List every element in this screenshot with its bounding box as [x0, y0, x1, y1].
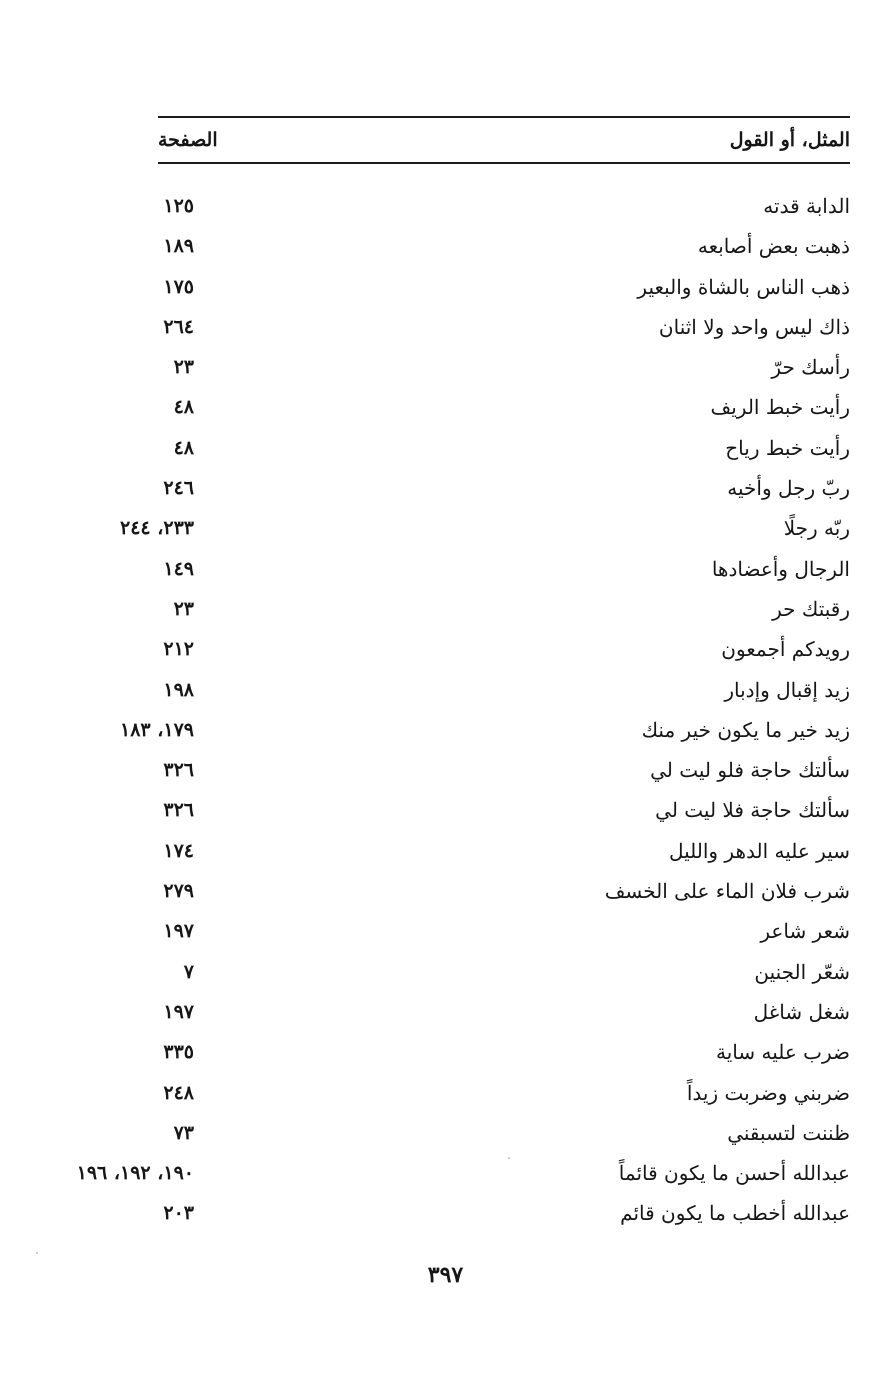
table-header — [158, 121, 850, 159]
header-bottom-rule — [158, 162, 850, 164]
entry-pages: ٤٨ — [173, 436, 194, 459]
table-row — [158, 670, 850, 710]
entry-pages: ٢٤٦ — [163, 477, 194, 500]
table-row — [158, 629, 850, 669]
entry-phrase: شرب فلان الماء على الخسف — [604, 879, 850, 904]
entry-pages: ٣٣٥ — [163, 1041, 194, 1064]
entry-phrase: الدابة قدته — [763, 194, 850, 218]
entry-phrase: رأيت خبط رياح — [725, 435, 850, 460]
phrase-column-header: المثل، أو القول — [729, 129, 850, 151]
table-row — [120, 710, 850, 750]
table-row — [158, 790, 850, 830]
table-row — [158, 468, 850, 508]
table-row — [158, 226, 850, 266]
entry-phrase: ذاك ليس واحد ولا اثنان — [658, 314, 850, 339]
entry-phrase: زيد خير ما يكون خير منك — [641, 717, 850, 742]
entry-pages: ٢٣ — [173, 356, 194, 379]
entry-phrase: شعر شاعر — [760, 919, 850, 944]
entry-pages: ٣٢٦ — [163, 799, 194, 822]
entry-pages: ٢٧٩ — [163, 880, 194, 903]
entry-pages: ١٧٥ — [163, 275, 194, 298]
table-row — [158, 952, 850, 992]
entry-phrase: ربّ رجل وأخيه — [727, 476, 850, 501]
table-row — [158, 1032, 850, 1072]
entry-pages: ٢٠٣ — [163, 1202, 194, 1225]
entry-pages: ١٨٩ — [163, 235, 194, 258]
entry-pages: ١٩٧ — [163, 1000, 194, 1023]
entry-pages: ٧ — [183, 960, 194, 983]
scan-speck — [36, 1252, 38, 1254]
table-row — [158, 831, 850, 871]
entry-phrase: ضرب عليه ساية — [715, 1040, 850, 1065]
entry-phrase: شغل شاغل — [753, 999, 850, 1024]
table-row — [158, 307, 850, 347]
header-top-rule — [158, 116, 850, 118]
table-row — [158, 750, 850, 790]
scan-speck — [508, 1157, 510, 1159]
entry-pages: ١٩٠، ١٩٢، ١٩٦ — [76, 1162, 194, 1185]
entry-phrase: رويدكم أجمعون — [721, 637, 850, 662]
entry-phrase: ضربني وضربت زيداً — [686, 1080, 850, 1105]
entry-pages: ٢١٢ — [163, 638, 194, 661]
entry-phrase: الرجال وأعضادها — [711, 556, 850, 581]
entry-phrase: رقبتك حر — [772, 596, 850, 621]
entry-pages: ١٢٥ — [163, 195, 194, 217]
entry-phrase: رأسك حرّ — [771, 355, 850, 380]
table-row — [158, 1113, 850, 1153]
entry-phrase: ربّه رجلًا — [783, 516, 850, 541]
entry-phrase: عبدالله أخطب ما يكون قائم — [620, 1201, 850, 1226]
entry-pages: ٣٢٦ — [163, 759, 194, 782]
entry-phrase: زيد إقبال وإدبار — [724, 677, 850, 702]
entry-phrase: سألتك حاجة فلو ليت لي — [650, 758, 850, 783]
entry-pages: ١٤٩ — [163, 557, 194, 580]
entry-pages: ١٩٨ — [163, 678, 194, 701]
entries-list — [76, 186, 850, 1234]
table-row — [76, 1153, 850, 1193]
entry-pages: ٢٣٣، ٢٤٤ — [120, 517, 194, 540]
entry-phrase: ظننت لتسبقني — [727, 1120, 850, 1145]
table-row — [158, 186, 850, 226]
table-row — [158, 1193, 850, 1233]
table-row — [120, 508, 850, 548]
page-number: ٣٩٧ — [427, 1262, 464, 1288]
entry-pages: ٢٣ — [173, 597, 194, 620]
table-row — [158, 387, 850, 427]
entry-phrase: رأيت خبط الريف — [710, 395, 850, 420]
table-row — [158, 347, 850, 387]
entry-phrase: شعّر الجنين — [754, 959, 850, 984]
table-row — [158, 267, 850, 307]
table-row — [158, 992, 850, 1032]
table-row — [158, 428, 850, 468]
entry-phrase: سير عليه الدهر والليل — [668, 838, 850, 863]
entry-phrase: ذهب الناس بالشاة والبعير — [637, 274, 850, 299]
table-row — [158, 589, 850, 629]
entry-phrase: سألتك حاجة فلا ليت لي — [655, 798, 850, 823]
entry-pages: ٧٣ — [173, 1121, 194, 1144]
entry-pages: ٢٤٨ — [163, 1081, 194, 1104]
entry-pages: ٤٨ — [173, 396, 194, 419]
entry-pages: ١٩٧ — [163, 920, 194, 943]
entry-pages: ١٧٩، ١٨٣ — [120, 718, 194, 741]
page-column-header: الصفحة — [158, 129, 218, 151]
table-row — [158, 549, 850, 589]
table-row — [158, 1073, 850, 1113]
table-row — [158, 911, 850, 951]
entry-pages: ١٧٤ — [163, 839, 194, 862]
entry-phrase: عبدالله أحسن ما يكون قائماً — [618, 1161, 850, 1186]
entry-phrase: ذهبت بعض أصابعه — [697, 234, 850, 259]
table-row — [158, 871, 850, 911]
entry-pages: ٢٦٤ — [163, 315, 194, 338]
